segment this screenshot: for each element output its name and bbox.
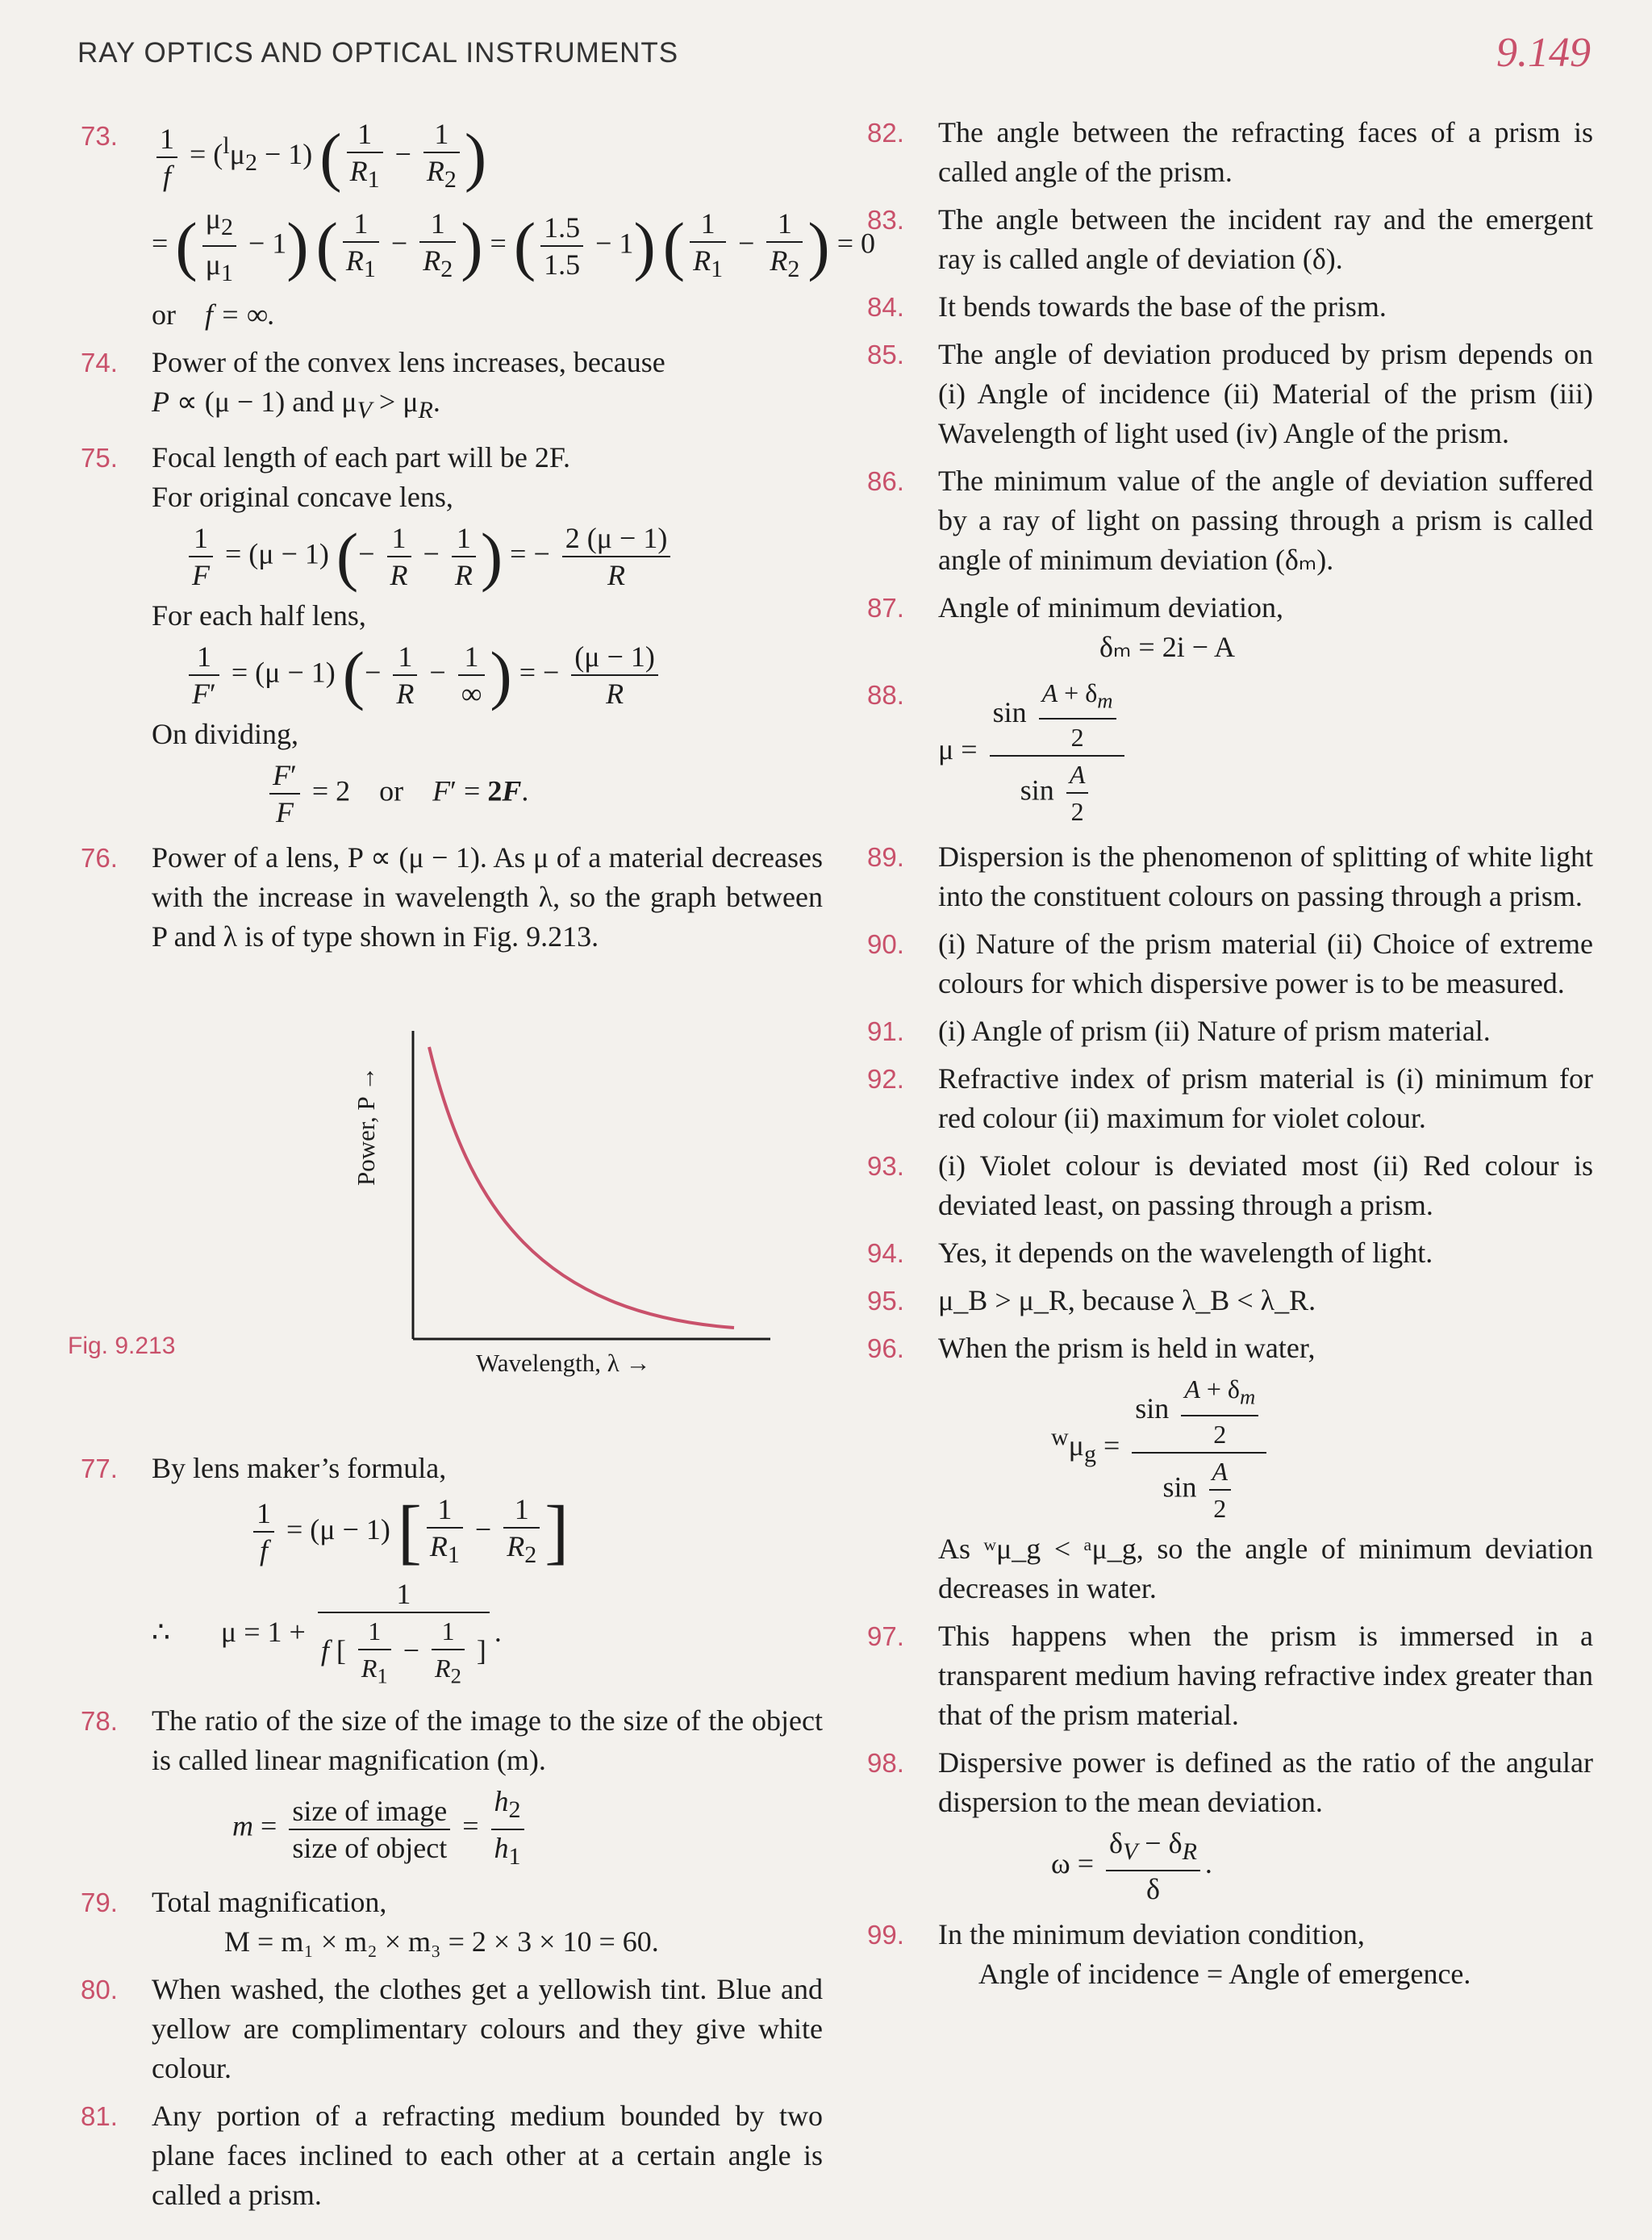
answer-text: Refractive index of prism material is (i) minimum for red colour (ii) maximum for violet colour.	[938, 1062, 1593, 1135]
answer-number: 93.	[867, 1151, 904, 1182]
answer-number: 87.	[867, 593, 904, 623]
equation: $\frac{1}{f}$ = $(^l\mu_2 - 1)$ ( $\frac{1}{R_1}$ − $\frac{1}{R_2}$ )	[152, 116, 823, 198]
answer-text: The angle between the refracting faces of a prism is called angle of the prism.	[938, 116, 1593, 188]
answer-number: 85.	[867, 340, 904, 369]
answer-text: Power of the convex lens increases, because	[152, 345, 665, 378]
answer-84	[867, 287, 1593, 327]
answer-text: This happens when the prism is immersed in a transparent medium having refractive index greater than that of the prism material.	[938, 1619, 1593, 1731]
answer-text: The angle between the incident ray and the emergent ray is called angle of deviation (δ).	[938, 203, 1593, 275]
answer-number: 82.	[867, 118, 904, 148]
equation: ∴ μ = 1 + 1 f [ $\frac{1}{R_1}$ − $\frac{1}{R_2}$ ] .	[152, 1577, 502, 1688]
answer-text: Any portion of a refracting medium bounded by two plane faces inclined to each other at a certain angle is called a prism.	[152, 2099, 823, 2211]
equation: = ( $\frac{\mu_2}{\mu_1}$ − 1) ( $\frac{1}{R_1}$ − $\frac{1}{R_2}$ ) = ( $\frac{1.5}{1.5}$ − 1) ( $\frac{1}{R_1}$ − $\frac{1}{R_2}$ ) = 0	[152, 202, 875, 287]
answer-number: 86.	[867, 466, 904, 496]
answer-text: Total magnification,	[152, 1885, 387, 1918]
answer-number: 78.	[81, 1706, 118, 1737]
answer-text: Angle of minimum deviation,	[938, 591, 1283, 624]
answer-95	[867, 1281, 1593, 1320]
answer-75	[81, 438, 823, 830]
answer-number: 80.	[81, 1974, 118, 2004]
answer-83	[867, 200, 1593, 279]
answer-94	[867, 1233, 1593, 1273]
answer-92	[867, 1059, 1593, 1138]
equation: $\frac{1}{F}$ = (μ − 1) (− $\frac{1}{R}$ − $\frac{1}{R}$ ) = − $\frac{2 (\mu - 1)}{R}$	[152, 520, 823, 593]
answer-81	[81, 2096, 823, 2215]
equation: $^w\mu_g$ = sin $\frac{A + \delta_m}{2}$ sin $\frac{A}{2}$	[938, 1371, 1593, 1525]
answer-97	[867, 1616, 1593, 1735]
answer-text: Dispersive power is defined as the ratio of the angular dispersion to the mean deviation.	[938, 1746, 1593, 1818]
answer-number: 74.	[81, 347, 118, 378]
answer-text: Focal length of each part will be 2F.	[152, 440, 570, 473]
answer-74	[81, 343, 823, 430]
answer-text: In the minimum deviation condition,	[938, 1917, 1365, 1950]
answer-93	[867, 1146, 1593, 1225]
answer-text: When washed, the clothes get a yellowish tint. Blue and yellow are complimentary colours and they give white colour.	[152, 1972, 823, 2084]
answer-number: 81.	[81, 2100, 118, 2131]
equation: $\frac{1}{f}$ = (μ − 1) [ $\frac{1}{R_1}$ − $\frac{1}{R_2}$ ]	[152, 1491, 823, 1573]
answer-number: 75.	[81, 442, 118, 473]
answer-text: (i) Angle of prism (ii) Nature of prism material.	[938, 1015, 1491, 1048]
answer-text: When the prism is held in water,	[938, 1332, 1316, 1365]
answer-number: 96.	[867, 1333, 904, 1364]
equation: Angle of incidence = Angle of emergence.	[978, 1957, 1471, 1990]
answer-number: 91.	[867, 1016, 904, 1047]
answer-text: By lens maker’s formula,	[152, 1451, 447, 1484]
power-curve	[429, 1047, 734, 1328]
answer-78	[81, 1701, 823, 1874]
answer-text: Dispersion is the phenomenon of splitting of white light into the constituent colours on passing through a prism.	[938, 841, 1593, 913]
answer-number: 90.	[867, 929, 904, 960]
answer-number: 92.	[867, 1064, 904, 1095]
answer-82	[867, 113, 1593, 192]
graph-x-label: Wavelength, λ →	[476, 1349, 651, 1377]
answer-number: 94.	[867, 1238, 904, 1269]
answer-number: 73.	[81, 121, 118, 151]
equation: μ = sin $\frac{A + \delta_m}{2}$ sin $\frac{A}{2}$	[938, 675, 1593, 829]
power-wavelength-graph	[355, 1023, 774, 1362]
answer-73	[81, 116, 875, 335]
answer-85	[867, 335, 1593, 453]
answer-76	[81, 838, 823, 957]
equation: $\frac{1}{F'}$ = (μ − 1) (− $\frac{1}{R}$ − $\frac{1}{\infty}$ ) = − $\frac{(\mu - 1)}{R}$	[152, 639, 823, 711]
equation: m = $\frac{\text{size of image}}{\text{size of object}}$ = $\frac{h_2}{h_1}$	[152, 1783, 823, 1874]
answer-91	[867, 1012, 1593, 1051]
answer-96	[867, 1329, 1593, 1608]
answer-79	[81, 1883, 823, 1962]
answer-text: For each half lens,	[152, 599, 366, 632]
answer-number: 98.	[867, 1747, 904, 1778]
answer-number: 99.	[867, 1919, 904, 1950]
answer-86	[867, 461, 1593, 580]
equation: δₘ = 2i − A	[1099, 631, 1236, 663]
answer-text: For original concave lens,	[152, 480, 453, 513]
answer-88	[867, 675, 1593, 829]
answer-text: The angle of deviation produced by prism depends on (i) Angle of incidence (ii) Material of the prism (iii) Wavelength of light used (iv) Angle of the prism.	[938, 338, 1593, 449]
right-column	[867, 113, 1593, 2002]
answer-99	[867, 1915, 1593, 1994]
answer-text: (i) Violet colour is deviated most (ii) Red colour is deviated least, on passing through a prism.	[938, 1149, 1593, 1222]
answer-77	[81, 1449, 823, 1694]
answer-text: Yes, it depends on the wavelength of light.	[938, 1237, 1433, 1270]
equation: P ∝ (μ − 1) and $\mu_V > \mu_R$.	[152, 385, 440, 423]
answer-number: 76.	[81, 842, 118, 873]
running-header: RAY OPTICS AND OPTICAL INSTRUMENTS	[77, 37, 679, 69]
equation: M = m₁ × m₂ × m₃ = 2 × 3 × 10 = 60.	[224, 1925, 659, 1958]
answer-text: On dividing,	[152, 717, 299, 750]
answer-number: 89.	[867, 842, 904, 873]
answer-number: 79.	[81, 1887, 118, 1917]
equation: ω = $\frac{\delta_V - \delta_R}{\delta}$ .	[1051, 1826, 1212, 1905]
answer-98	[867, 1743, 1593, 1907]
answer-text: It bends towards the base of the prism.	[938, 290, 1387, 323]
answer-number: 88.	[867, 680, 904, 710]
or-word: or	[152, 298, 176, 331]
answer-number: 84.	[867, 292, 904, 322]
answer-text: The minimum value of the angle of deviation suffered by a ray of light on passing through a prism is called angle of minimum deviation (δₘ).	[938, 465, 1593, 576]
answer-89	[867, 837, 1593, 916]
answer-number: 83.	[867, 205, 904, 235]
equation: $\frac{F'}{F}$ = 2 or F′ = 2F.	[152, 757, 823, 830]
answer-text: As ʷμ_g < ᵃμ_g, so the angle of minimum deviation decreases in water.	[938, 1532, 1593, 1604]
answer-text: (i) Nature of the prism material (ii) Choice of extreme colours for which dispersive power is to be measured.	[938, 928, 1593, 1000]
answer-text: Power of a lens, P ∝ (μ − 1). As μ of a material decreases with the increase in wavelength λ, so the graph between P and λ is of type shown in Fig. 9.213.	[152, 841, 823, 953]
answer-text: The ratio of the size of the image to the size of the object is called linear magnification (m).	[152, 1704, 823, 1777]
answer-number: 97.	[867, 1621, 904, 1651]
answer-87	[867, 588, 1593, 667]
answer-number: 95.	[867, 1286, 904, 1316]
answer-90	[867, 924, 1593, 1003]
answer-80	[81, 1970, 823, 2088]
answer-text: μ_B > μ_R, because λ_B < λ_R.	[938, 1284, 1316, 1317]
page-number: 9.149	[1496, 30, 1591, 76]
graph-y-label: Power, P →	[352, 1066, 380, 1186]
equation: f = ∞.	[205, 298, 275, 331]
answer-number: 77.	[81, 1453, 118, 1483]
figure-label: Fig. 9.213	[68, 1333, 176, 1359]
